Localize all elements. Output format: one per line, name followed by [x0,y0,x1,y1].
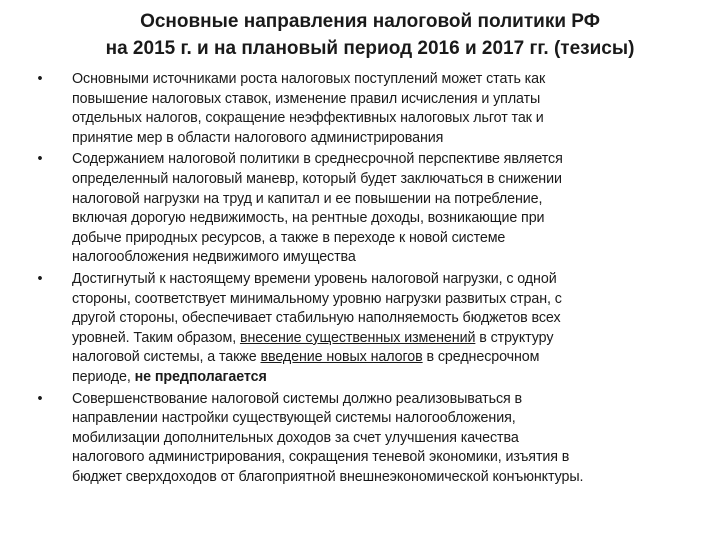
title-line-2: на 2015 г. и на плановый период 2016 и 2017 гг. (тезисы) [105,38,635,59]
bullet-3-line: Достигнутый к настоящему времени уровень налоговой нагрузки, с одной [72,270,557,287]
bullet-dot-icon: • [37,71,43,87]
bullet-dot-icon: • [37,390,43,407]
bullet-item-1 [34,70,698,148]
bullet-2-line: налогообложения недвижимого имущества [72,249,356,266]
bullet-1-line: отдельных налогов, сокращение неэффективных налоговых льгот так и [72,110,544,127]
bold-phrase-not-planned: не предполагается [134,368,267,385]
bullet-3-line: стороны, соответствует минимальному уровню нагрузки развитых стран, с [72,290,562,307]
text-run: уровней. Таким образом, [72,329,240,346]
bullet-4-line: мобилизации дополнительных доходов за счет улучшения качества [72,429,519,446]
bullet-2-line: включая дорогую недвижимость, на рентные доходы, возникающие при [72,210,545,227]
bullet-4-line: направлении настройки существующей системы налогообложения, [72,410,516,427]
bullet-2-line: Содержанием налоговой политики в среднесрочной перспективе является [72,151,563,168]
bullet-2-line: добыче природных ресурсов, а также в переходе к новой системе [72,229,506,246]
slide-title [40,8,700,62]
bullet-4-line: Совершенствование налоговой системы должно реализовываться в [72,390,523,407]
underlined-phrase-new-taxes: введение новых налогов [260,349,423,366]
bullet-2-line: налоговой нагрузки на труд и капитал и ее повышении на потребление, [72,190,543,207]
bullet-4-line: налогового администрирования, сокращения теневой экономики, изъятия в [72,449,570,466]
bullet-item-3 [34,270,698,388]
bullet-4-line: бюджет сверхдоходов от благоприятной внешнеэкономической конъюнктуры. [72,468,584,485]
bullet-1-line: Основными источниками роста налоговых поступлений может стать как [72,71,546,87]
bullet-1-line: повышение налоговых ставок, изменение правил исчисления и уплаты [72,90,541,107]
bullet-1-line: принятие мер в области налогового администрирования [72,129,444,146]
bullet-item-2 [34,150,698,268]
bullet-3-line [72,368,698,388]
underlined-phrase-changes: внесение существенных изменений [239,329,476,346]
bullet-item-4 [34,390,698,488]
bullet-2-line: определенный налоговый маневр, который будет заключаться в снижении [72,170,562,187]
bullet-list [34,70,698,489]
text-run: в среднесрочном [422,349,540,366]
bullet-3-line [72,348,698,368]
bullet-3-line: другой стороны, обеспечивает стабильную наполняемость бюджетов всех [72,310,561,327]
text-run: периоде, [72,368,135,385]
bullet-3-line [72,329,698,349]
title-line-1: Основные направления налоговой политики РФ [140,11,600,32]
bullet-dot-icon: • [37,270,43,287]
text-run: в структуру [475,329,554,346]
text-run: налоговой системы, а также [72,349,261,366]
bullet-dot-icon: • [37,151,43,168]
